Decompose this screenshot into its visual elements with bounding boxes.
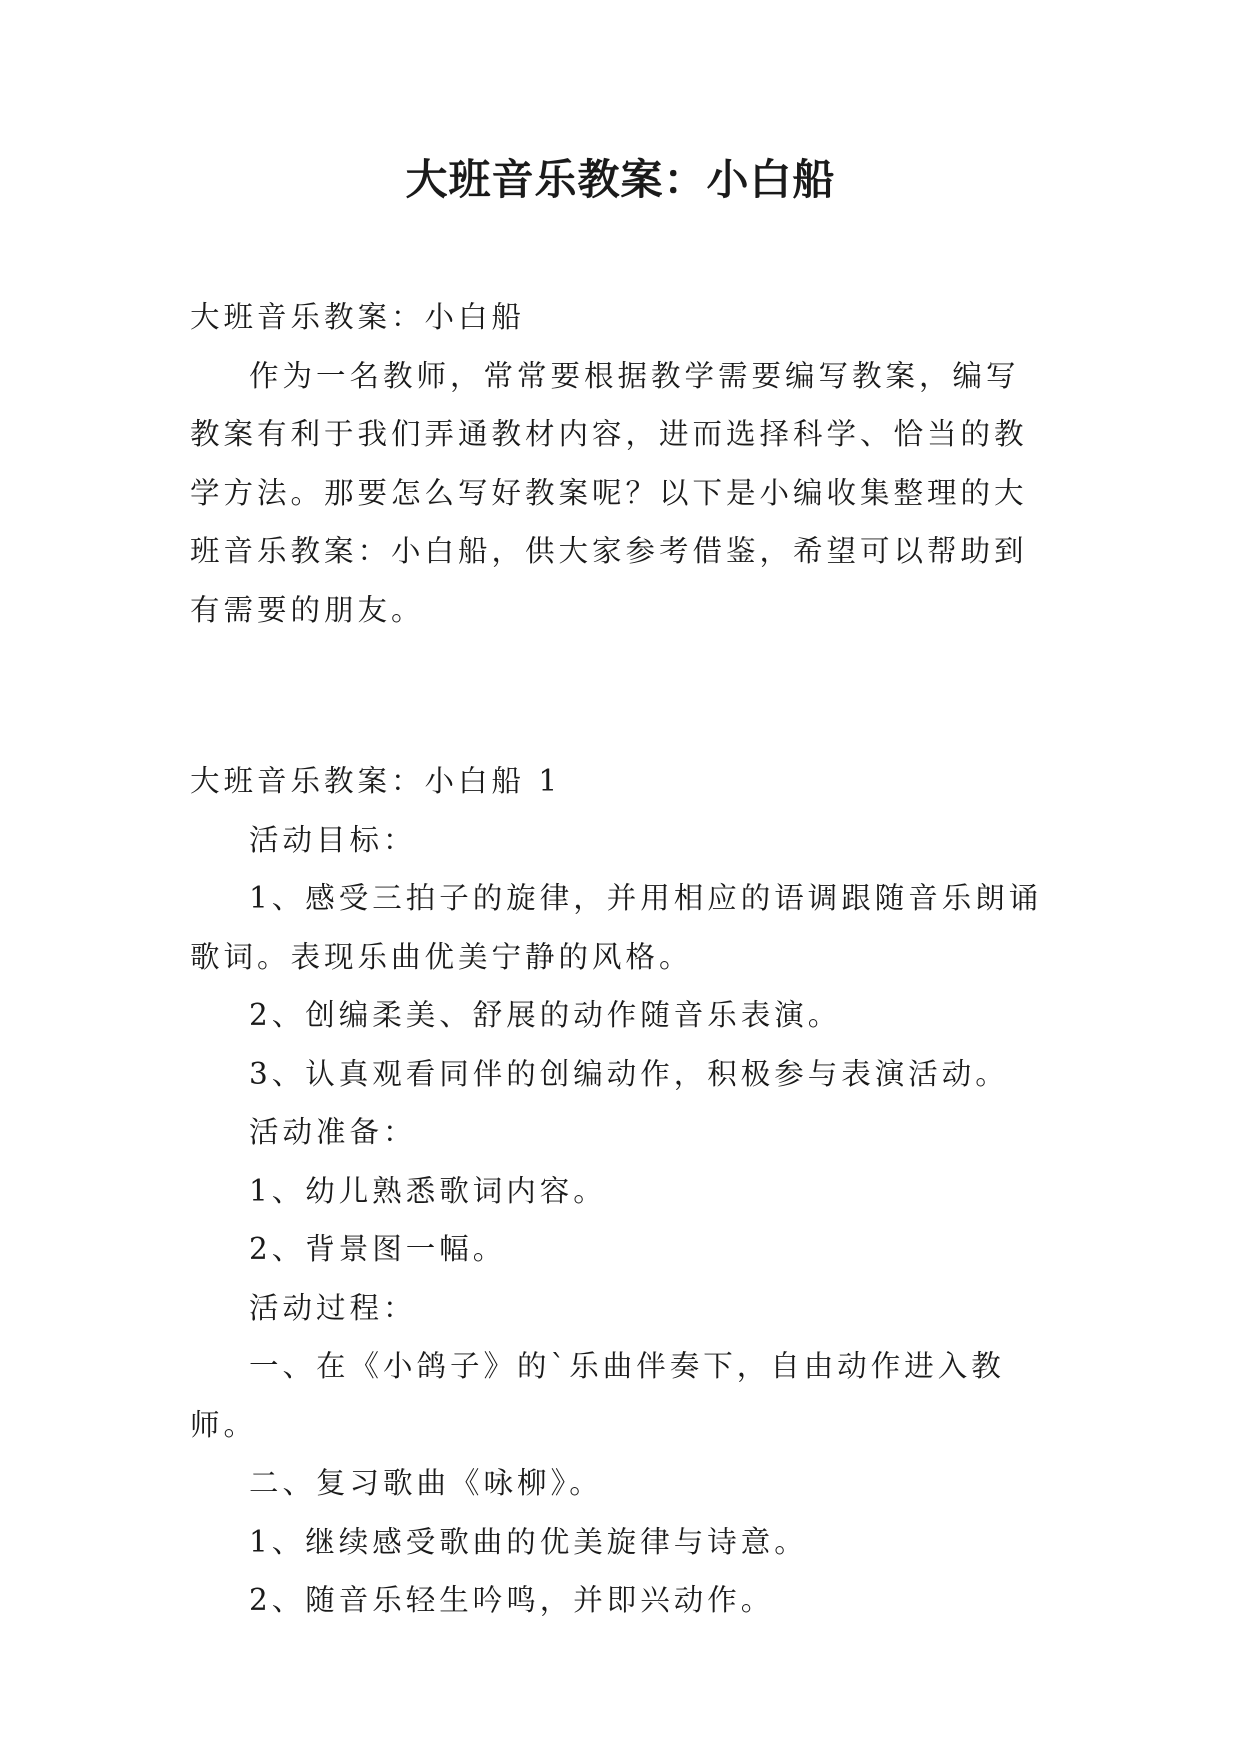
section-line: 一、在《小鸽子》的`乐曲伴奏下，自由动作进入教师。 [190,1349,1005,1442]
section-1 [190,752,1050,1630]
section-line: 1、幼儿熟悉歌词内容。 [249,1173,607,1208]
section-line: 3、认真观看同伴的创编动作，积极参与表演活动。 [249,1056,1009,1091]
section-heading: 大班音乐教案：小白船 1 [190,764,562,798]
section-subheading-goals: 活动目标： [249,822,417,857]
section-line: 1、继续感受歌曲的优美旋律与诗意。 [249,1524,808,1559]
section-line: 2、随音乐轻生吟鸣，并即兴动作。 [249,1583,775,1617]
intro-block [190,288,1050,639]
section-line: 2、创编柔美、舒展的动作随音乐表演。 [249,998,842,1032]
intro-paragraph: 作为一名教师，常常要根据教学需要编写教案，编写教案有利于我们弄通教材内容，进而选择科学、恰当的教学方法。那要怎么写好教案呢？以下是小编收集整理的大班音乐教案：小白船，供大家参考借鉴，希望可以帮助到有需要的朋友。 [190,358,1028,627]
section-line: 1、感受三拍子的旋律，并用相应的语调跟随音乐朗诵歌词。表现乐曲优美宁静的风格。 [190,881,1043,974]
section-subheading-prep: 活动准备： [249,1115,417,1149]
intro-heading: 大班音乐教案：小白船 [190,300,526,334]
section-line: 2、背景图一幅。 [249,1232,507,1266]
section-subheading-process: 活动过程： [249,1290,417,1325]
document-title: 大班音乐教案：小白船 [405,155,836,204]
section-line: 二、复习歌曲《咏柳》。 [249,1466,603,1500]
